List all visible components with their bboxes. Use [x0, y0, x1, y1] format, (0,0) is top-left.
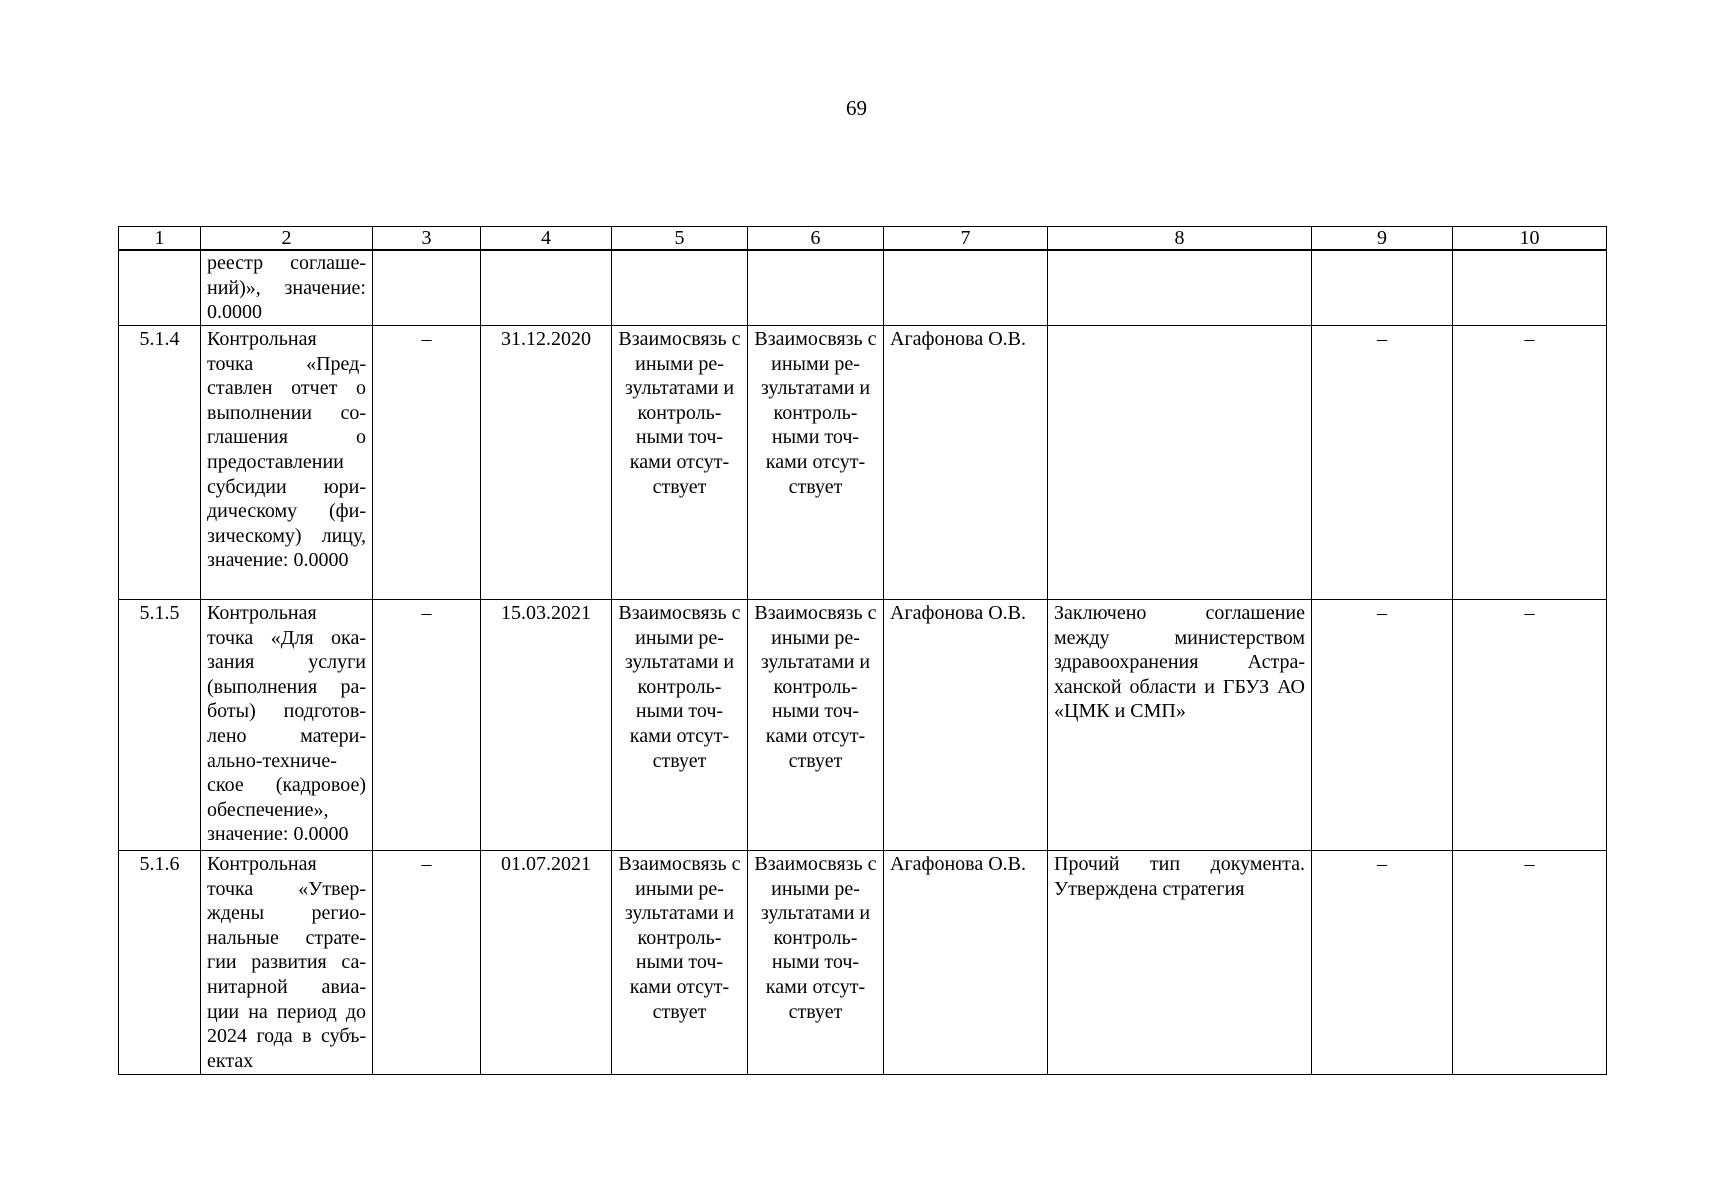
row-number-cell: 5.1.6 [119, 851, 201, 1075]
dash-cell: – [373, 326, 481, 600]
document-cell [1048, 326, 1312, 600]
cell [1453, 250, 1607, 326]
responsible-cell: Агафонова О.В. [884, 600, 1048, 851]
responsible-cell: Агафонова О.В. [884, 326, 1048, 600]
cell [373, 250, 481, 326]
column-header: 5 [612, 227, 748, 251]
relation-cell: Взаимосвязь с иными ре-зультатами и контроль-ными точ-ками отсут-ствует [612, 600, 748, 851]
relation-cell: Взаимосвязь с иными ре-зультатами и контроль-ными точ-ками отсут-ствует [748, 851, 884, 1075]
responsible-cell [884, 250, 1048, 326]
column-header: 1 [119, 227, 201, 251]
description-cell: Контрольная точка «Для ока-зания услуги (выполнения ра-боты) подготов-лено матери-ально-техниче-ское (кадровое) обеспечение», значение: 0.0000 [201, 600, 373, 851]
page-number: 69 [846, 96, 867, 120]
date-cell [481, 250, 612, 326]
dash-cell: – [373, 600, 481, 851]
column-header: 2 [201, 227, 373, 251]
dash-cell: – [1312, 600, 1453, 851]
description-cell: Контрольная точка «Утвер-ждены регио-нальные страте-гии развития са-нитарной авиа-ции на период до 2024 года в субъ-ектах [201, 851, 373, 1075]
relation-cell: Взаимосвязь с иными ре-зультатами и контроль-ными точ-ками отсут-ствует [612, 851, 748, 1075]
dash-cell: – [1453, 326, 1607, 600]
relation-cell: Взаимосвязь с иными ре-зультатами и контроль-ными точ-ками отсут-ствует [748, 600, 884, 851]
dash-cell: – [1312, 851, 1453, 1075]
dash-cell: – [1453, 600, 1607, 851]
document-cell: Прочий тип документа. Утверждена стратегия [1048, 851, 1312, 1075]
relation-cell: Взаимосвязь с иными ре-зультатами и контроль-ными точ-ками отсут-ствует [748, 326, 884, 600]
relation-cell [748, 250, 884, 326]
table-row [119, 250, 1607, 326]
column-header: 4 [481, 227, 612, 251]
date-cell: 31.12.2020 [481, 326, 612, 600]
dash-cell: – [373, 851, 481, 1075]
data-table [118, 226, 1607, 1075]
column-header: 10 [1453, 227, 1607, 251]
dash-cell: – [1453, 851, 1607, 1075]
column-header: 6 [748, 227, 884, 251]
date-cell: 15.03.2021 [481, 600, 612, 851]
document-cell: Заключено соглашение между министерством здравоохранения Астра-ханской области и ГБУЗ АО «ЦМК и СМП» [1048, 600, 1312, 851]
column-header: 9 [1312, 227, 1453, 251]
table-row [119, 326, 1607, 600]
description-cell: Контрольная точка «Пред-ставлен отчет о выполнении со-глашения о предоставлении субсидии юри-дическому (фи-зическому) лицу, значение: 0.0000 [201, 326, 373, 600]
date-cell: 01.07.2021 [481, 851, 612, 1075]
responsible-cell: Агафонова О.В. [884, 851, 1048, 1075]
relation-cell [612, 250, 748, 326]
column-header: 8 [1048, 227, 1312, 251]
dash-cell: – [1312, 326, 1453, 600]
row-number-cell [119, 250, 201, 326]
table-header-row [119, 227, 1607, 251]
cell [1312, 250, 1453, 326]
table-row [119, 851, 1607, 1075]
table-row [119, 600, 1607, 851]
relation-cell: Взаимосвязь с иными ре-зультатами и контроль-ными точ-ками отсут-ствует [612, 326, 748, 600]
row-number-cell: 5.1.5 [119, 600, 201, 851]
row-number-cell: 5.1.4 [119, 326, 201, 600]
column-header: 7 [884, 227, 1048, 251]
description-cell: реестр соглаше-ний)», значение: 0.0000 [201, 250, 373, 326]
document-cell [1048, 250, 1312, 326]
column-header: 3 [373, 227, 481, 251]
